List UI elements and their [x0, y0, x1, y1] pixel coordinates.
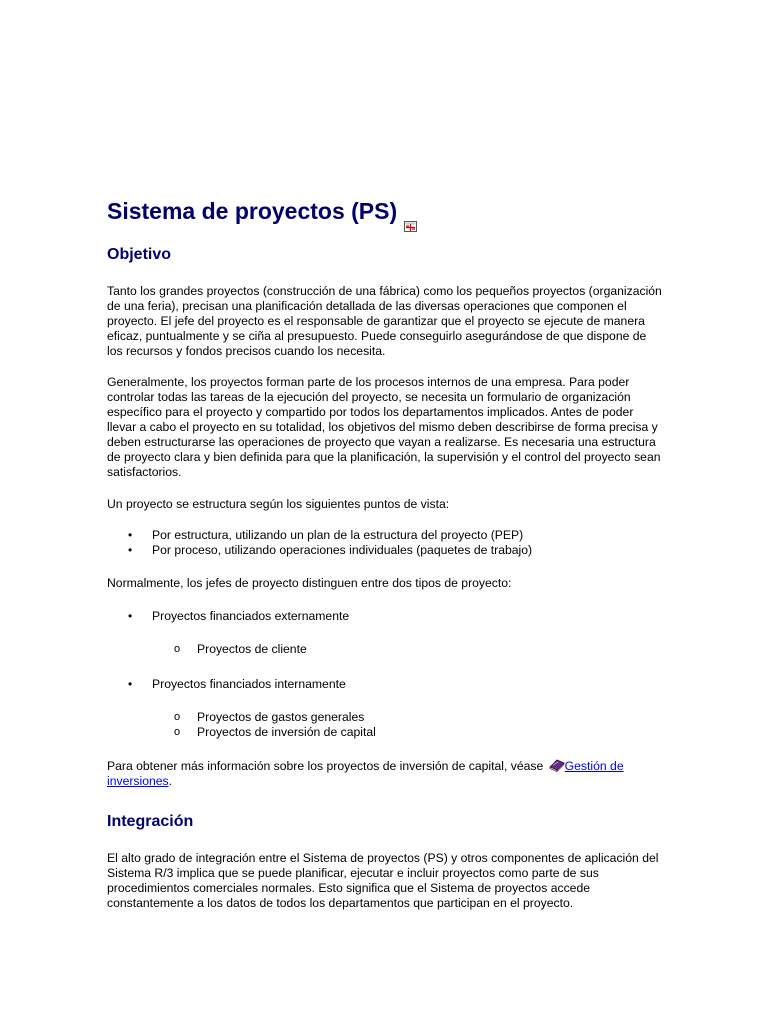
expand-icon[interactable]: [404, 209, 417, 220]
page-title-text: Sistema de proyectos (PS): [107, 198, 398, 224]
project-type-list-internal: [107, 677, 663, 692]
list-item: • Proyectos financiados externamente: [107, 609, 663, 624]
internal-sublist: [107, 710, 663, 740]
list-item: o Proyectos de inversión de capital: [107, 725, 663, 740]
list-item: o Proyectos de cliente: [107, 642, 663, 657]
book-icon[interactable]: [549, 758, 565, 772]
paragraph-6: El alto grado de integración entre el Sistema de proyectos (PS) y otros componentes de aplicación del Sistema R/3 implica que se puede planificar, ejecutar e incluir proyectos como parte de sus procedimientos comerciales normales. Esto significa que el Sistema de proyectos accede constantemente a los datos de todos los departamentos que participan en el proyecto.: [107, 851, 659, 910]
view-points-list: [107, 528, 663, 558]
paragraph-5-text: Para obtener más información sobre los proyectos de inversión de capital, véase: [107, 759, 547, 773]
paragraph-5-end: .: [168, 774, 173, 788]
list-item: • Por proceso, utilizando operaciones individuales (paquetes de trabajo): [107, 543, 663, 558]
external-sublist: [107, 642, 663, 657]
paragraph-4: Normalmente, los jefes de proyecto distinguen entre dos tipos de proyecto:: [107, 576, 512, 590]
list-item: • Proyectos financiados internamente: [107, 677, 663, 692]
page-title: [107, 196, 663, 226]
document-content: [107, 196, 663, 911]
paragraph-5: [107, 758, 663, 789]
paragraph-3: Un proyecto se estructura según los siguientes puntos de vista:: [107, 497, 450, 511]
list-item: • Por estructura, utilizando un plan de la estructura del proyecto (PEP): [107, 528, 663, 543]
objective-heading: Objetivo: [107, 246, 172, 263]
integration-heading: Integración: [107, 813, 194, 830]
list-item: o Proyectos de gastos generales: [107, 710, 663, 725]
gestion-inversiones-link[interactable]: Gestión de inversiones: [107, 759, 624, 788]
paragraph-2: Generalmente, los proyectos forman parte de los procesos internos de una empresa. Para poder controlar todas las tareas de la ejecución del proyecto, se necesita un formulario de organización específico para el proyecto y compartido por todos los departamentos implicados. Antes de poder llevar a cabo el proyecto en su totalidad, los objetivos del mismo deben describirse de forma precisa y deben estructurarse las operaciones de proyecto que vayan a realizarse. Es necesaria una estructura de proyecto clara y bien definida para que la planificación, la supervisión y el control del proyecto sean satisfactorios.: [107, 375, 661, 479]
paragraph-1: Tanto los grandes proyectos (construcción de una fábrica) como los pequeños proyectos (organización de una feria), precisan una planificación detallada de las diversas operaciones que componen el proyecto. El jefe del proyecto es el responsable de garantizar que el proyecto se ejecute de manera eficaz, puntualmente y se ciña al presupuesto. Puede conseguirlo asegurándose de que dispone de los recursos y fondos precisos cuando los necesita.: [107, 284, 662, 358]
project-type-list-external: [107, 609, 663, 624]
